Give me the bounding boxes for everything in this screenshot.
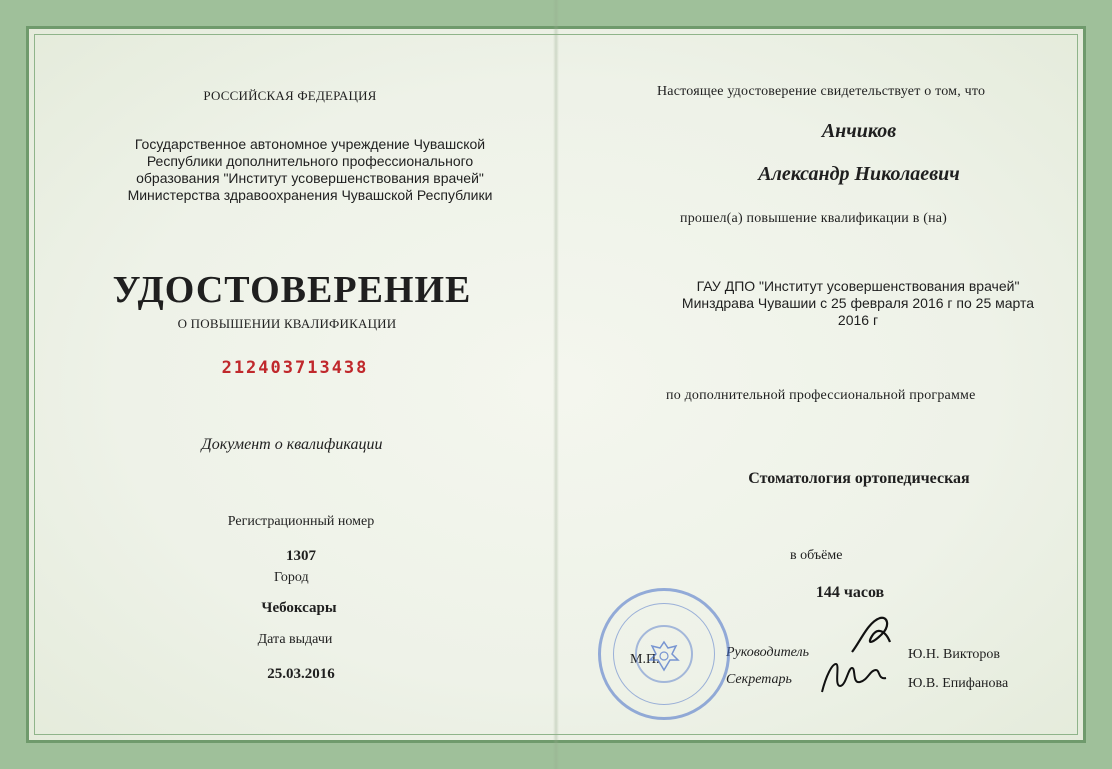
institution-line: Министерства здравоохранения Чувашской Республики [127, 187, 493, 203]
program-name: Стоматология ортопедическая [748, 470, 970, 487]
document-type: Документ о квалификации [201, 436, 383, 453]
secretary-label: Секретарь [726, 672, 792, 687]
registration-number: 1307 [286, 548, 316, 564]
secretary-name: Ю.В. Епифанова [908, 676, 1009, 691]
head-label: Руководитель [726, 645, 810, 660]
institution-line: Государственное автономное учреждение Чувашской [134, 136, 486, 152]
city-value: Чебоксары [261, 600, 337, 616]
volume-value: 144 часов [815, 584, 885, 601]
holder-surname: Анчиков [821, 120, 897, 142]
issue-date: 25.03.2016 [267, 666, 335, 682]
training-organization [668, 278, 1048, 329]
volume-label: в объёме [790, 548, 843, 563]
head-name: Ю.Н. Викторов [908, 647, 1000, 662]
organization-line: Минздрава Чувашии с 25 февраля 2016 г по 25 марта [681, 295, 1035, 311]
completed-text: прошел(а) повышение квалификации в (на) [680, 211, 948, 226]
document-subtitle: О ПОВЫШЕНИИ КВАЛИФИКАЦИИ [177, 316, 397, 331]
holder-given-names: Александр Николаевич [758, 163, 960, 185]
seal-label: М.П. [630, 652, 660, 667]
institution-line: Республики дополнительного профессионального [146, 153, 474, 169]
document-title: УДОСТОВЕРЕНИЕ [112, 269, 472, 311]
city-label: Город [274, 570, 309, 585]
institution-name [110, 136, 510, 204]
program-label: по дополнительной профессиональной программе [666, 388, 976, 403]
institution-line: образования "Институт усовершенствования врачей" [136, 170, 484, 186]
head-signature [846, 612, 896, 658]
country-label: РОССИЙСКАЯ ФЕДЕРАЦИЯ [203, 88, 377, 103]
intro-text: Настоящее удостоверение свидетельствует о том, что [657, 84, 986, 99]
organization-line: 2016 г [837, 312, 879, 328]
secretary-signature [818, 656, 890, 698]
organization-line: ГАУ ДПО "Институт усовершенствования врачей" [696, 278, 1020, 294]
eagle-emblem-icon [644, 636, 684, 676]
serial-number: 212403713438 [221, 358, 369, 378]
issue-date-label: Дата выдачи [257, 632, 333, 647]
registration-label: Регистрационный номер [227, 514, 375, 529]
